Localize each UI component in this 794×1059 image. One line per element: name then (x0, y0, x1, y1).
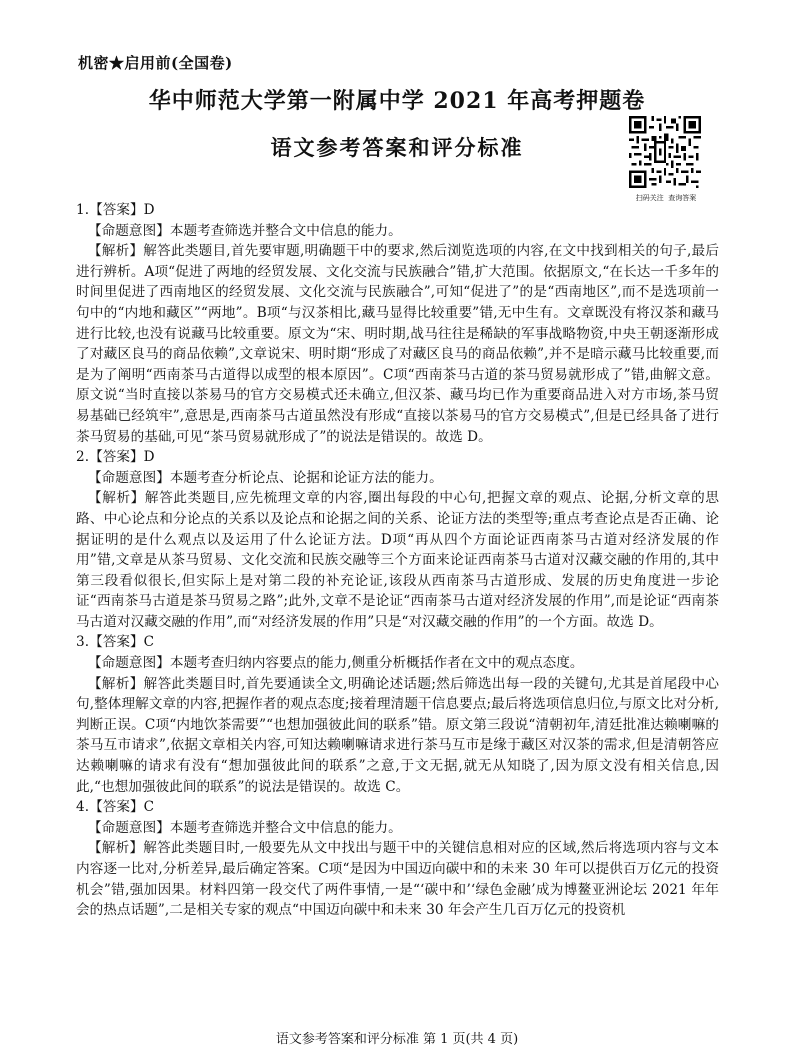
page-title: 华中师范大学第一附属中学 2021 年高考押题卷 (148, 88, 646, 114)
answer-list (76, 200, 719, 921)
answer-label: 2.【答案】D (76, 449, 155, 466)
qr-caption: 扫码关注 查询答案 (635, 194, 697, 202)
answer-item-2 (76, 447, 719, 632)
intent-text: 【命题意图】本题考查筛选并整合文中信息的能力。 (88, 819, 402, 836)
intent-text: 【命题意图】本题考查分析论点、论据和论证方法的能力。 (88, 469, 443, 486)
analysis-text: 【解析】解答此类题目时,一般要先从文中找出与题干中的关键信息相对应的区域,然后将选项内容与文本内容逐一比对,分析差异,最后确定答案。C项“是因为中国迈向碳中和的未来 30 年可以提供百万亿元的投资机会”错,强加因果。材料四第一段交代了两件事情,一是“‘碳中和’‘绿色金融’成为博鳌亚洲论坛 2021 年年会的热点话题”,二是相关专家的观点“中国迈向碳中和未来 30 年会产生几百万亿元的投资机 (76, 840, 719, 919)
page-footer: 语文参考答案和评分标准 第 1 页(共 4 页) (275, 1032, 519, 1047)
analysis-text: 【解析】解答此类题目,首先要审题,明确题干中的要求,然后浏览选项的内容,在文中找到相关的句子,最后进行辨析。A项“促进了两地的经贸发展、文化交流与民族融合”错,扩大范围。依据原文,“在长达一千多年的时间里促进了西南地区的经贸发展、文化交流与民族融合”,可知“促进了”的是“西南地区”,而不是选项前一句中的“内地和藏区”“两地”。B项“与汉茶相比,藏马显得比较重要”错,无中生有。文章既没有将汉茶和藏马进行比较,也没有说藏马比较重要。原文为“宋、明时期,战马往往是稀缺的军事战略物资,中央王朝逐渐形成了对藏区良马的商品依赖”,文章说宋、明时期“形成了对藏区良马的商品依赖”,并不是暗示藏马比较重要,而是为了阐明“西南茶马古道得以成型的根本原因”。C项“西南茶马古道的茶马贸易就形成了”错,曲解文意。原文说“当时直接以茶易马的官方交易模式还未确立,但汉茶、藏马均已作为重要商品进入对方市场,茶马贸易基础已经筑牢”,意思是,西南茶马古道虽然没有形成“直接以茶易马的官方交易模式”,但是已经具备了进行茶马贸易的基础,可见“茶马贸易就形成了”的说法是错误的。故选 D。 (76, 243, 719, 445)
answer-item-3 (76, 632, 719, 797)
intent-text: 【命题意图】本题考查归纳内容要点的能力,侧重分析概括作者在文中的观点态度。 (88, 655, 584, 672)
analysis-text: 【解析】解答此类题目时,首先要通读全文,明确论述话题;然后筛选出每一段的关键句,尤其是首尾段中心句,整体理解文章的内容,把握作者的观点态度;接着理清题干信息要点;最后将选项信息归位,与原文比对分析,判断正误。C项“内地饮茶需要”“也想加强彼此间的联系”错。原文第三段说“清朝初年,清廷批准达赖喇嘛的茶马互市请求”,依据文章相关内容,可知达赖喇嘛请求进行茶马互市是缘于藏区对汉茶的需求,但是清朝答应达赖喇嘛的请求有没有“想加强彼此间的联系”之意,于文无据,就无从知晓了,因为原文没有相关信息,因此,“也想加强彼此间的联系”的说法是错误的。故选 C。 (76, 675, 719, 795)
qr-code-icon (629, 116, 701, 188)
answer-label: 4.【答案】C (76, 799, 155, 816)
intent-text: 【命题意图】本题考查筛选并整合文中信息的能力。 (88, 222, 402, 239)
confidential-label: 机密★启用前(全国卷) (78, 54, 233, 72)
answer-label: 3.【答案】C (76, 634, 155, 651)
answer-item-1 (76, 200, 719, 447)
answer-item-4 (76, 797, 719, 921)
analysis-text: 【解析】解答此类题目,应先梳理文章的内容,圈出每段的中心句,把握文章的观点、论据,分析文章的思路、中心论点和分论点的关系以及论点和论据之间的关系、论证方法的类型等;重点考查论点是否正确、论据证明的是什么观点以及运用了什么论证方法。D项“再从四个方面论证西南茶马古道对经济发展的作用”错,文章是从茶马贸易、文化交流和民族交融等三个方面来论证西南茶马古道对汉藏交融的作用的,其中第三段看似很长,但实际上是对第二段的补充论证,该段从西南茶马古道形成、发展的历史角度进一步论证“西南茶马古道是茶马贸易之路”;此外,文章不是论证“西南茶马古道对经济发展的作用”,而是论证“西南茶马古道对汉藏交融的作用”,而“对经济发展的作用”只是“对汉藏交融的作用”的一个方面。故选 D。 (76, 490, 719, 630)
page-subtitle: 语文参考答案和评分标准 (270, 135, 524, 160)
answer-label: 1.【答案】D (76, 202, 155, 218)
